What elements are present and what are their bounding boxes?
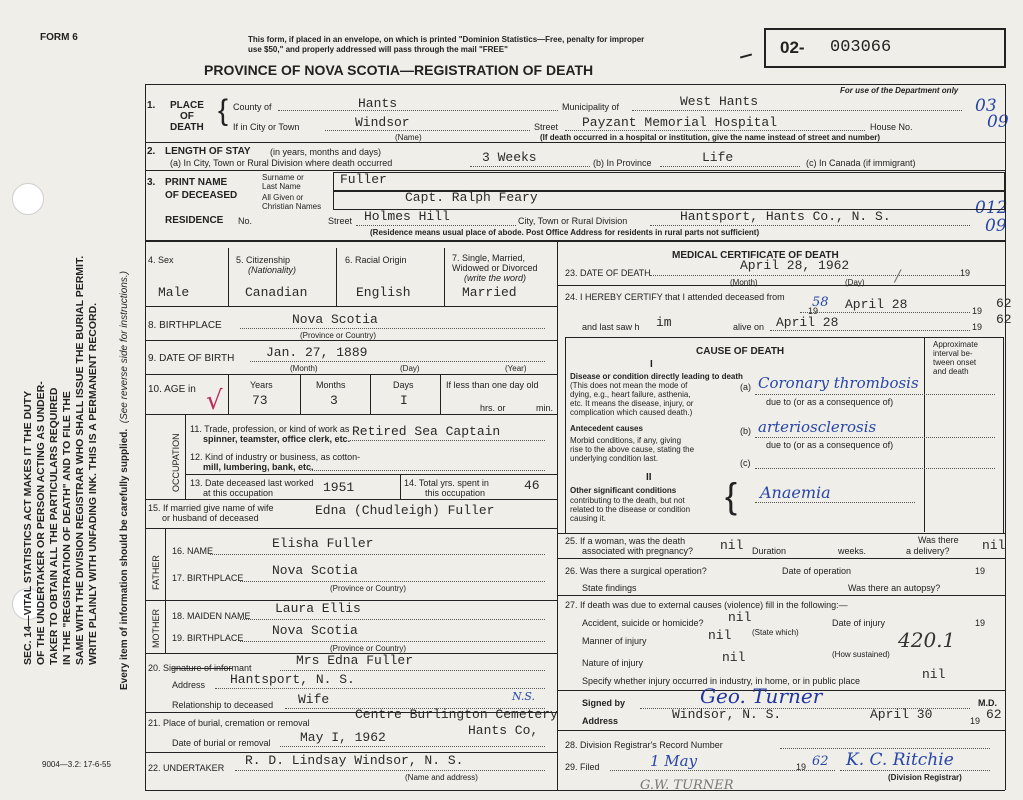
filed-label: 29. Filed bbox=[565, 762, 600, 772]
sex-label: 4. Sex bbox=[148, 255, 174, 265]
approx-4: and death bbox=[933, 367, 969, 376]
informant-value: Mrs Edna Fuller bbox=[296, 653, 414, 668]
part-2: II bbox=[646, 472, 652, 483]
form-title: PROVINCE OF NOVA SCOTIA—REGISTRATION OF DEATH bbox=[204, 62, 594, 78]
delivery-value: nil bbox=[982, 538, 1006, 553]
mother-name: Laura Ellis bbox=[275, 601, 361, 616]
registration-number: 003066 bbox=[830, 38, 892, 57]
birthplace-hint: (Province or Country) bbox=[300, 331, 377, 340]
rule-2 bbox=[145, 170, 1005, 171]
rule-8 bbox=[185, 474, 557, 475]
father-birthplace: Nova Scotia bbox=[272, 563, 358, 578]
years-spent-label-1: 14. Total yrs. spent in bbox=[404, 478, 489, 488]
relationship-label: Relationship to deceased bbox=[172, 700, 274, 710]
disease-note-1: (This does not mean the mode of bbox=[570, 381, 688, 390]
citizenship-label-2: (Nationality) bbox=[248, 265, 297, 275]
cause-a: Coronary thrombosis bbox=[758, 374, 919, 392]
record-line bbox=[780, 748, 990, 749]
manner-label: Manner of injury bbox=[582, 636, 647, 646]
informant-address-label: Address bbox=[172, 680, 206, 690]
occ-13-14-div bbox=[400, 474, 401, 499]
cause-b: arteriosclerosis bbox=[758, 418, 877, 436]
death-date-label: 23. DATE OF DEATH bbox=[565, 268, 651, 278]
rule-6 bbox=[145, 374, 557, 375]
racial-label: 6. Racial Origin bbox=[345, 255, 407, 265]
rule-4 bbox=[145, 306, 557, 307]
last-worked-label-2: at this occupation bbox=[203, 488, 274, 498]
other-label-1: Other significant conditions bbox=[570, 486, 677, 495]
bottom-rule bbox=[145, 790, 1005, 791]
right-frame bbox=[1005, 84, 1006, 790]
div-4-5 bbox=[228, 248, 229, 306]
citizenship-value: Canadian bbox=[245, 285, 308, 300]
spouse-value: Edna (Chudleigh) Fuller bbox=[315, 503, 495, 518]
informant-label: 20. Signature of informant bbox=[148, 663, 252, 673]
mother-birthplace: Nova Scotia bbox=[272, 623, 358, 638]
informant-strike bbox=[172, 668, 232, 669]
certify-19b: 19 bbox=[972, 306, 983, 316]
dept-code-3: 012 bbox=[975, 198, 1008, 218]
father-birthplace-line bbox=[240, 581, 545, 582]
delivery-label-2: a delivery? bbox=[906, 546, 950, 556]
stay-a-line bbox=[470, 166, 590, 167]
mother-hint: (Province or Country) bbox=[330, 644, 407, 653]
burial-date: May I, 1962 bbox=[300, 730, 386, 745]
industry-line bbox=[310, 470, 545, 471]
death-year-suffix: 19 bbox=[960, 268, 971, 278]
nature-value: nil bbox=[722, 650, 746, 665]
last-worked-value: 1951 bbox=[323, 480, 355, 495]
registrar-line bbox=[840, 770, 990, 771]
residence-street-line bbox=[356, 225, 516, 226]
rule-5 bbox=[145, 340, 557, 341]
manner-value: nil bbox=[708, 628, 732, 643]
dept-use-label: For use of the Department only bbox=[840, 86, 959, 95]
burial-place-2: Hants Co, bbox=[468, 723, 539, 738]
cause-col-div bbox=[924, 337, 925, 532]
filed-date: 1 May bbox=[650, 752, 698, 770]
stay-b-value: Life bbox=[702, 150, 734, 165]
rule-10 bbox=[145, 528, 557, 529]
marital-label-3: (write the word) bbox=[464, 273, 527, 283]
registration-prefix: 02- bbox=[780, 38, 805, 57]
dob-label: 9. DATE OF BIRTH bbox=[148, 353, 235, 364]
punch-hole-top bbox=[12, 183, 44, 215]
print-code: 9004—3.2: 17-6-55 bbox=[42, 760, 111, 769]
duration-label: Duration bbox=[752, 546, 787, 556]
alive-yr: 62 bbox=[996, 312, 1012, 327]
death-date-line bbox=[650, 275, 960, 276]
father-name: Elisha Fuller bbox=[272, 536, 374, 551]
other-label-3: related to the disease or condition bbox=[570, 505, 691, 514]
disease-note-2: dying, e.g., heart failure, asthenia, bbox=[570, 390, 691, 399]
county-line bbox=[278, 110, 558, 111]
side-note: Every item of information should be carefully supplied. (See reverse side for instructions.) bbox=[119, 270, 130, 690]
undertaker-value: R. D. Lindsay Windsor, N. S. bbox=[245, 753, 464, 768]
age-min-label: min. bbox=[536, 403, 554, 413]
stay-label: LENGTH OF STAY bbox=[165, 146, 251, 157]
relationship-value: Wife bbox=[298, 692, 330, 707]
dob-value: Jan. 27, 1889 bbox=[266, 345, 368, 360]
alive-on: April 28 bbox=[776, 315, 839, 330]
registration-number-box bbox=[764, 28, 1006, 68]
side-instructions: SEC. 14—VITAL STATISTICS ACT MAKES IT THE DUTY OF THE UNDERTAKER OR PERSON ACTING AS UNDER- TAKER TO OBTAIN ALL THE PARTICULARS REQUIRED IN THE "REGISTRATION OF DEATH" AND TO FILE THE SAME WITH THE DIVISION REGISTRAR WHO SHALL ISSUE THE BURIAL PERMIT. WRITE PLAINLY WITH UNFADING INK. THIS IS A PERMANENT RECORD. bbox=[22, 255, 99, 665]
father-side-label: FATHER bbox=[151, 555, 161, 590]
rule-r3 bbox=[557, 558, 1005, 559]
trade-label-2: spinner, teamster, office clerk, etc. bbox=[203, 434, 351, 444]
age-check: √ bbox=[206, 386, 223, 416]
place-label-3: DEATH bbox=[170, 122, 204, 133]
stay-num: 2. bbox=[147, 146, 156, 157]
age-less-label: If less than one day old bbox=[446, 380, 539, 390]
disease-label: Disease or condition directly leading to death bbox=[570, 372, 743, 381]
rule-1 bbox=[145, 142, 1005, 143]
sex-value: Male bbox=[158, 285, 190, 300]
alive-19: 19 bbox=[972, 322, 983, 332]
stay-a-value: 3 Weeks bbox=[482, 150, 537, 165]
how-hint: (How sustained) bbox=[832, 650, 890, 659]
signed-value: Geo. Turner bbox=[700, 684, 823, 708]
certify-yr: 62 bbox=[996, 296, 1012, 311]
last-saw-label: and last saw h bbox=[582, 322, 640, 332]
name-label-2: OF DECEASED bbox=[165, 190, 238, 201]
death-day-hint: (Day) bbox=[845, 278, 865, 287]
informant-address-line bbox=[215, 688, 545, 689]
surgery-19: 19 bbox=[975, 566, 986, 576]
injury-19: 19 bbox=[975, 618, 986, 628]
surname-box bbox=[333, 172, 1005, 192]
age-months: 3 bbox=[330, 393, 338, 408]
mark-b: (b) bbox=[740, 426, 751, 436]
birthplace-label: 8. BIRTHPLACE bbox=[148, 320, 222, 331]
father-name-line bbox=[210, 554, 545, 555]
marital-value: Married bbox=[462, 285, 517, 300]
pregnancy-value: nil bbox=[720, 538, 744, 553]
age-days-label: Days bbox=[393, 380, 414, 390]
surgery-label: 26. Was there a surgical operation? bbox=[565, 566, 707, 576]
envelope-note-2: use $50," and properly addressed will pass through the mail "FREE" bbox=[248, 45, 508, 54]
dob-month-hint: (Month) bbox=[290, 364, 318, 373]
years-spent-label-2: this occupation bbox=[425, 488, 486, 498]
part-1: I bbox=[650, 359, 653, 370]
brace: { bbox=[218, 94, 229, 127]
residence-label: RESIDENCE bbox=[165, 215, 224, 226]
father-hint: (Province or Country) bbox=[330, 584, 407, 593]
pregnancy-label-2: associated with pregnancy? bbox=[582, 546, 694, 556]
title-rule bbox=[145, 84, 1005, 85]
trade-line bbox=[350, 440, 545, 441]
marital-label-1: 7. Single, Married, bbox=[452, 253, 526, 263]
spouse-label-2: or husband of deceased bbox=[162, 513, 259, 523]
stay-b-line bbox=[660, 166, 800, 167]
burial-date-line bbox=[280, 746, 545, 747]
street-line bbox=[565, 130, 865, 131]
approx-1: Approximate bbox=[933, 340, 978, 349]
dash-mark bbox=[740, 53, 752, 58]
city-value: Windsor bbox=[355, 115, 410, 130]
envelope-note-1: This form, if placed in an envelope, on which is printed "Dominion Statistics—Free, penalty for improper bbox=[248, 35, 645, 44]
sig-19: 19 bbox=[970, 716, 981, 726]
specify-value: nil bbox=[922, 667, 946, 682]
informant-address: Hantsport, N. S. bbox=[230, 672, 355, 687]
given-label-1: All Given or bbox=[262, 193, 304, 202]
street-label: Street bbox=[534, 122, 559, 132]
informant-line bbox=[280, 670, 545, 671]
due-to-a: due to (or as a consequence of) bbox=[766, 397, 894, 407]
age-years-label: Years bbox=[250, 380, 273, 390]
accident-value: nil bbox=[728, 610, 752, 625]
city-label: If in City or Town bbox=[233, 122, 300, 132]
rule-r2 bbox=[557, 533, 1005, 534]
death-month-hint: (Month) bbox=[730, 278, 758, 287]
nature-label: Nature of injury bbox=[582, 658, 644, 668]
form-number: FORM 6 bbox=[40, 32, 78, 43]
rule-r4 bbox=[557, 595, 1005, 596]
alive-line bbox=[770, 330, 970, 331]
other-brace: { bbox=[725, 475, 738, 516]
name-label-1: PRINT NAME bbox=[165, 177, 228, 188]
antecedent-note-2: rise to the above cause, stating the bbox=[570, 445, 695, 454]
record-label: 28. Division Registrar's Record Number bbox=[565, 740, 723, 750]
age-label: 10. AGE in bbox=[148, 384, 196, 395]
trade-label-1: 11. Trade, profession, or kind of work as bbox=[190, 424, 350, 434]
father-div bbox=[165, 528, 166, 600]
given-value: Capt. Ralph Feary bbox=[405, 190, 538, 205]
dob-line bbox=[250, 361, 545, 362]
left-frame bbox=[145, 84, 146, 790]
burial-place: Centre Burlington Cemetery bbox=[355, 707, 558, 722]
birthplace-line bbox=[240, 328, 545, 329]
surname-label-1: Surname or bbox=[262, 173, 304, 182]
death-date-mark: / bbox=[895, 266, 901, 285]
municipality-line bbox=[632, 110, 962, 111]
father-name-label: 16. NAME bbox=[172, 546, 214, 556]
residence-city-label: City, Town or Rural Division bbox=[518, 216, 628, 226]
div-6-7 bbox=[444, 248, 445, 306]
last-worked-label-1: 13. Date deceased last worked bbox=[190, 478, 314, 488]
age-div-4 bbox=[440, 374, 441, 414]
disease-note-4: complication which caused death.) bbox=[570, 408, 693, 417]
rule-r6 bbox=[557, 730, 1005, 731]
dept-code-1: 03 bbox=[975, 96, 997, 116]
years-spent-value: 46 bbox=[524, 478, 540, 493]
city-line bbox=[325, 130, 530, 131]
registrar-signature: K. C. Ritchie bbox=[846, 750, 954, 770]
due-to-b: due to (or as a consequence of) bbox=[766, 440, 894, 450]
place-num: 1. bbox=[147, 100, 156, 111]
stay-c-label: (c) In Canada (if immigrant) bbox=[806, 158, 916, 168]
disease-note-3: etc. It means the disease, injury, or bbox=[570, 399, 694, 408]
cause-b-line bbox=[755, 437, 995, 438]
surname-value: Fuller bbox=[340, 172, 387, 187]
mother-div bbox=[165, 600, 166, 653]
surname-label-2: Last Name bbox=[262, 182, 301, 191]
signed-label: Signed by bbox=[582, 698, 626, 708]
dept-code-4: 09 bbox=[985, 216, 1007, 236]
certify-to: April 28 bbox=[845, 297, 908, 312]
other-label-4: causing it. bbox=[570, 514, 607, 523]
undertaker-label: 22. UNDERTAKER bbox=[148, 763, 225, 773]
name-num: 3. bbox=[147, 177, 156, 188]
div-5-6 bbox=[336, 248, 337, 306]
residence-no-label: No. bbox=[238, 216, 253, 226]
trade-value: Retired Sea Captain bbox=[352, 424, 501, 439]
certify-label: 24. I HEREBY CERTIFY that I attended deceased from bbox=[565, 292, 785, 302]
other-value: Anaemia bbox=[760, 483, 831, 502]
undertaker-hint: (Name and address) bbox=[405, 773, 478, 782]
alive-label: alive on bbox=[733, 322, 765, 332]
findings-label: State findings bbox=[582, 583, 637, 593]
burial-date-label: Date of burial or removal bbox=[172, 738, 271, 748]
place-label-1: PLACE bbox=[170, 100, 204, 111]
antecedent-note-1: Morbid conditions, if any, giving bbox=[570, 436, 682, 445]
other-label-2: contributing to the death, but not bbox=[570, 496, 685, 505]
rule-3 bbox=[145, 240, 1005, 242]
residence-city: Hantsport, Hants Co., N. S. bbox=[680, 209, 891, 224]
operation-date-label: Date of operation bbox=[782, 566, 852, 576]
industry-label-1: 12. Kind of industry or business, as cotton- bbox=[190, 452, 361, 462]
undertaker-line bbox=[235, 770, 545, 771]
residence-street: Holmes Hill bbox=[364, 209, 450, 224]
filed-19: 19 bbox=[796, 762, 807, 772]
filed-yr: 62 bbox=[812, 754, 829, 769]
injury-date-label: Date of injury bbox=[832, 618, 886, 628]
age-div-2 bbox=[300, 374, 301, 414]
dept-code-420: 420.1 bbox=[898, 628, 956, 652]
medical-heading: MEDICAL CERTIFICATE OF DEATH bbox=[672, 250, 839, 261]
ns-mark: N.S. bbox=[512, 690, 536, 703]
autopsy-label: Was there an autopsy? bbox=[848, 583, 941, 593]
dept-code-2: 09 bbox=[987, 112, 1009, 132]
dob-day-hint: (Day) bbox=[400, 364, 420, 373]
stay-hint: (in years, months and days) bbox=[270, 147, 382, 157]
rule-9 bbox=[145, 499, 557, 500]
burial-label: 21. Place of burial, cremation or removal bbox=[148, 718, 310, 728]
mother-name-label: 18. MAIDEN NAME bbox=[172, 611, 251, 621]
industry-label-2: mill, lumbering, bank, etc. bbox=[203, 462, 314, 472]
county-value: Hants bbox=[358, 96, 398, 111]
stay-b-label: (b) In Province bbox=[593, 158, 652, 168]
certify-from: 58 bbox=[812, 295, 829, 310]
pregnancy-label-1: 25. If a woman, was the death bbox=[565, 536, 686, 546]
dob-year-hint: (Year) bbox=[505, 364, 527, 373]
rule-7 bbox=[145, 414, 557, 415]
residence-street-label: Street bbox=[328, 216, 353, 226]
racial-value: English bbox=[356, 285, 411, 300]
age-hrs-label: hrs. or bbox=[480, 403, 506, 413]
mother-name-line bbox=[240, 619, 545, 620]
occupation-side-label: OCCUPATION bbox=[171, 433, 181, 492]
other-line bbox=[755, 502, 915, 503]
county-label: County of bbox=[233, 102, 272, 112]
antecedent-label: Antecedent causes bbox=[570, 424, 643, 433]
age-div-3 bbox=[370, 374, 371, 414]
rule-r1 bbox=[557, 285, 1005, 286]
municipality-value: West Hants bbox=[680, 94, 759, 109]
death-date: April 28, 1962 bbox=[740, 258, 850, 273]
age-div-1 bbox=[228, 374, 229, 414]
last-saw-him: im bbox=[656, 315, 672, 330]
specify-label: Specify whether injury occurred in industry, in home, or in public place bbox=[582, 676, 860, 686]
md-label: M.D. bbox=[978, 698, 997, 708]
cause-c-line bbox=[755, 468, 995, 469]
street-value: Payzant Memorial Hospital bbox=[582, 115, 778, 130]
father-birthplace-label: 17. BIRTHPLACE bbox=[172, 573, 244, 583]
delivery-label-1: Was there bbox=[918, 535, 959, 545]
marital-label-2: Widowed or Divorced bbox=[452, 263, 538, 273]
residence-city-line bbox=[650, 225, 970, 226]
stay-a-label: (a) In City, Town or Rural Division where death occurred bbox=[170, 158, 393, 168]
house-label: House No. bbox=[870, 122, 913, 132]
sig-address: Windsor, N. S. bbox=[672, 707, 782, 722]
state-hint: (State which) bbox=[752, 628, 799, 637]
antecedent-note-3: underlying condition last. bbox=[570, 454, 659, 463]
birthplace-value: Nova Scotia bbox=[292, 312, 378, 327]
approx-2: interval be- bbox=[933, 349, 973, 358]
certify-19a: 19 bbox=[808, 306, 819, 316]
accident-label: Accident, suicide or homicide? bbox=[582, 618, 704, 628]
city-name-hint: (Name) bbox=[395, 133, 422, 142]
age-months-label: Months bbox=[316, 380, 346, 390]
bottom-signature: G.W. TURNER bbox=[640, 778, 734, 793]
occ-div bbox=[185, 414, 186, 499]
citizenship-label-1: 5. Citizenship bbox=[236, 255, 291, 265]
sig-yr: 62 bbox=[986, 707, 1002, 722]
weeks-label: weeks. bbox=[838, 546, 867, 556]
mother-birthplace-line bbox=[240, 641, 545, 642]
cause-a-line bbox=[755, 394, 995, 395]
mark-c: (c) bbox=[740, 458, 751, 468]
age-days: I bbox=[400, 393, 408, 408]
mother-birthplace-label: 19. BIRTHPLACE bbox=[172, 633, 244, 643]
sig-address-label: Address bbox=[582, 716, 619, 726]
sig-date: April 30 bbox=[870, 707, 933, 722]
mark-a: (a) bbox=[740, 382, 751, 392]
spouse-label-1: 15. If married give name of wife bbox=[148, 503, 274, 513]
approx-3: tween onset bbox=[933, 358, 977, 367]
place-label-2: OF bbox=[180, 111, 194, 122]
residence-note: (Residence means usual place of abode. Post Office Address for residents in rural parts not sufficient) bbox=[370, 228, 760, 237]
certify-line bbox=[800, 312, 970, 313]
mother-side-label: MOTHER bbox=[151, 609, 161, 648]
age-years: 73 bbox=[252, 393, 268, 408]
given-label-2: Christian Names bbox=[262, 202, 322, 211]
registrar-hint: (Division Registrar) bbox=[888, 773, 962, 782]
cause-heading: CAUSE OF DEATH bbox=[696, 346, 785, 357]
external-label: 27. If death was due to external causes (violence) fill in the following:— bbox=[565, 600, 848, 610]
municipality-label: Municipality of bbox=[562, 102, 620, 112]
hospital-note: (If death occurred in a hospital or institution, give the name instead of street and number) bbox=[540, 133, 881, 142]
